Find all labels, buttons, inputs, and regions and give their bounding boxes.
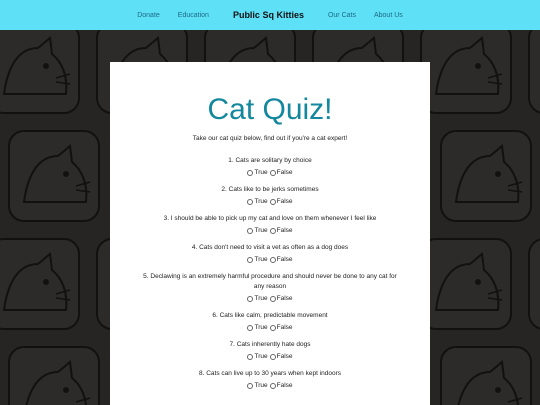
answer-false-option[interactable] — [270, 169, 293, 176]
nav-link-our-cats[interactable]: Our Cats — [327, 11, 356, 19]
question-text: 4. Cats don't need to visit a vet as often as a dog does — [191, 244, 349, 251]
quiz-question — [110, 214, 430, 234]
quiz-question — [110, 185, 430, 205]
site-brand[interactable]: Public Sq Kitties — [232, 10, 304, 20]
radio-true-label: True — [254, 324, 268, 331]
radio-true-label: True — [254, 295, 268, 302]
answer-true-option[interactable] — [247, 382, 267, 389]
question-text: 7. Cats inherently hate dogs — [229, 341, 311, 348]
radio-false-label: False — [276, 198, 293, 205]
cat-tile-icon — [528, 30, 540, 114]
radio-false-label: False — [276, 382, 293, 389]
radio-true[interactable] — [247, 354, 253, 360]
radio-true[interactable] — [247, 325, 253, 331]
answer-options — [110, 295, 430, 302]
radio-false[interactable] — [270, 354, 276, 360]
answer-false-option[interactable] — [270, 295, 293, 302]
radio-false-label: False — [276, 353, 293, 360]
cat-tile-icon — [0, 238, 80, 330]
answer-false-option[interactable] — [270, 353, 293, 360]
radio-false-label: False — [276, 169, 293, 176]
quiz-question — [110, 243, 430, 263]
quiz-question — [110, 340, 430, 360]
radio-false[interactable] — [270, 296, 276, 302]
answer-options — [110, 227, 430, 234]
cat-tile-icon — [8, 130, 100, 222]
radio-true[interactable] — [247, 257, 253, 263]
answer-false-option[interactable] — [270, 198, 293, 205]
answer-options — [110, 324, 430, 331]
radio-true[interactable] — [247, 199, 253, 205]
answer-true-option[interactable] — [247, 324, 267, 331]
radio-true-label: True — [254, 198, 268, 205]
cat-tile-icon — [440, 346, 532, 405]
question-text: 2. Cats like to be jerks sometimes — [221, 186, 319, 193]
question-list — [110, 156, 430, 389]
radio-true-label: True — [254, 353, 268, 360]
page-title: Cat Quiz! — [207, 93, 333, 126]
answer-true-option[interactable] — [247, 256, 267, 263]
nav-link-education[interactable]: Education — [177, 11, 209, 19]
question-text: 3. I should be able to pick up my cat and love on them whenever I feel like — [163, 215, 377, 222]
answer-true-option[interactable] — [247, 169, 267, 176]
cat-tile-icon — [420, 238, 512, 330]
cat-tile-icon — [8, 346, 100, 405]
radio-false[interactable] — [270, 199, 276, 205]
answer-options — [110, 256, 430, 263]
cat-tile-icon — [528, 238, 540, 330]
radio-false-label: False — [276, 324, 293, 331]
radio-true[interactable] — [247, 296, 253, 302]
radio-false[interactable] — [270, 170, 276, 176]
question-text: 5. Declawing is an extremely harmful procedure and should never be done to any cat for any reason — [143, 273, 397, 290]
radio-false[interactable] — [270, 383, 276, 389]
answer-false-option[interactable] — [270, 227, 293, 234]
radio-false-label: False — [276, 227, 293, 234]
answer-true-option[interactable] — [247, 295, 267, 302]
radio-false-label: False — [276, 295, 293, 302]
nav-link-about-us[interactable]: About Us — [373, 11, 403, 19]
radio-false[interactable] — [270, 257, 276, 263]
radio-true[interactable] — [247, 170, 253, 176]
quiz-question — [110, 369, 430, 389]
answer-options — [110, 198, 430, 205]
cat-tile-icon — [420, 30, 512, 114]
answer-true-option[interactable] — [247, 227, 267, 234]
answer-options — [110, 382, 430, 389]
quiz-question — [110, 156, 430, 176]
answer-true-option[interactable] — [247, 198, 267, 205]
nav-link-donate[interactable]: Donate — [137, 11, 160, 19]
question-text: 6. Cats like calm, predictable movement — [212, 312, 328, 319]
answer-options — [110, 353, 430, 360]
answer-false-option[interactable] — [270, 324, 293, 331]
radio-true[interactable] — [247, 383, 253, 389]
question-text: 1. Cats are solitary by choice — [228, 157, 312, 164]
radio-true[interactable] — [247, 228, 253, 234]
cat-tile-icon — [0, 30, 80, 114]
radio-false-label: False — [276, 256, 293, 263]
top-navbar — [0, 0, 540, 30]
answer-options — [110, 169, 430, 176]
radio-true-label: True — [254, 382, 268, 389]
answer-false-option[interactable] — [270, 382, 293, 389]
question-text: 8. Cats can live up to 30 years when kept indoors — [199, 370, 341, 377]
answer-false-option[interactable] — [270, 256, 293, 263]
radio-true-label: True — [254, 256, 268, 263]
cat-tile-icon — [440, 130, 532, 222]
answer-true-option[interactable] — [247, 353, 267, 360]
quiz-question — [110, 272, 430, 302]
quiz-question — [110, 311, 430, 331]
quiz-card — [110, 62, 430, 405]
radio-false[interactable] — [270, 325, 276, 331]
radio-true-label: True — [254, 227, 268, 234]
radio-true-label: True — [254, 169, 268, 176]
radio-false[interactable] — [270, 228, 276, 234]
quiz-intro: Take our cat quiz below, find out if you're a cat expert! — [192, 135, 348, 142]
